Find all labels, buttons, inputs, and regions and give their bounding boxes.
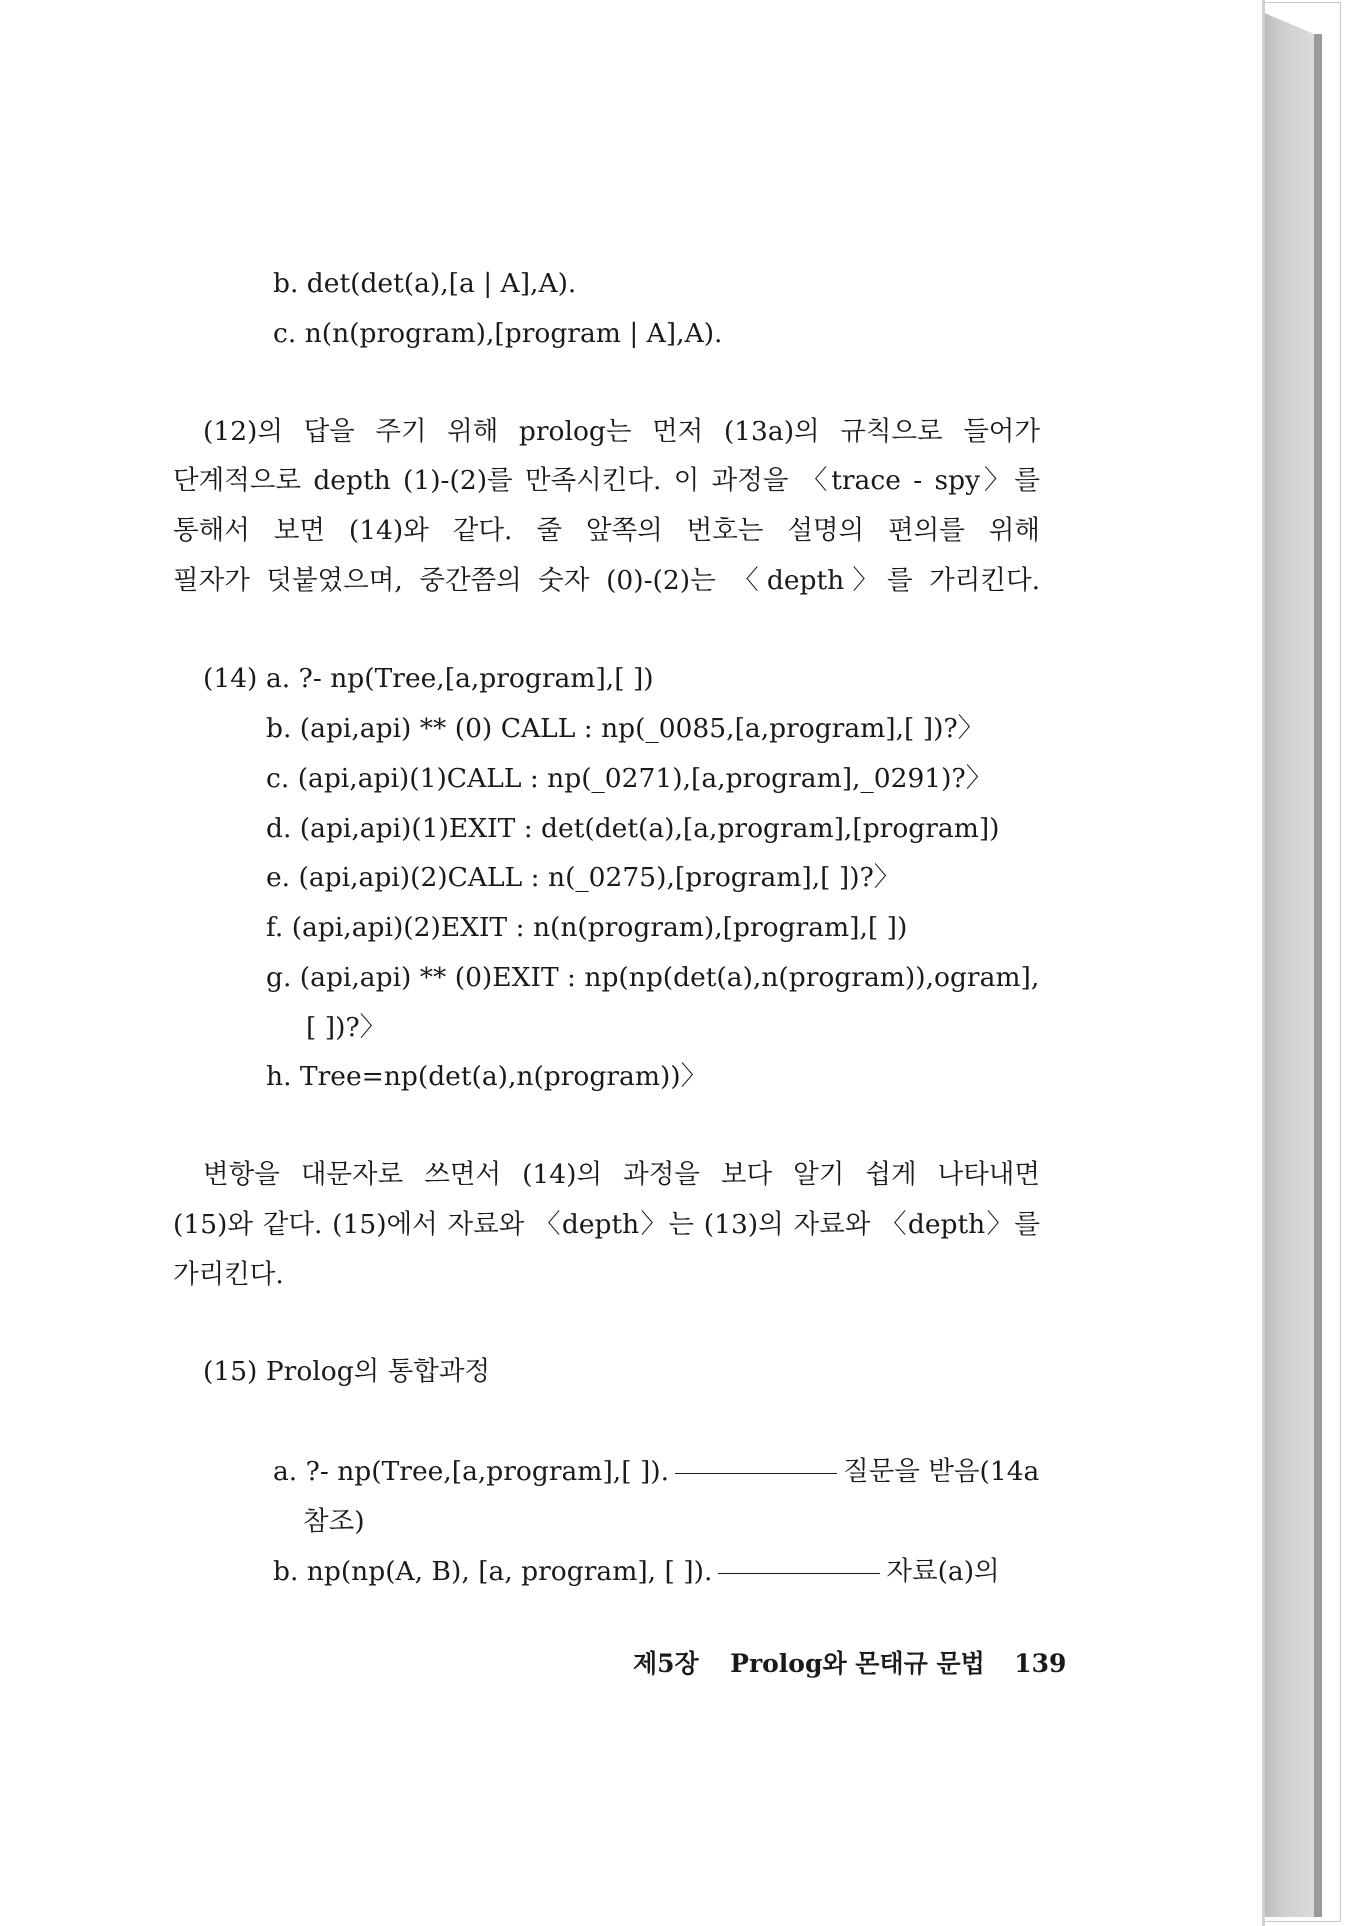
paragraph-1-line: 단계적으로 depth (1)-(2)를 만족시킨다. 이 과정을 〈trace - spy〉를 (173, 465, 1040, 496)
leader-dash (718, 1573, 880, 1574)
example-15a-note: 질문을 받음(14a (843, 1456, 1040, 1487)
example-14-line: b. (api,api) ** (0) CALL : np(_0085,[a,program],[ ])?〉 (266, 713, 985, 744)
page-number: 139 (1014, 1649, 1067, 1678)
paragraph-2-line: 변항을 대문자로 쓰면서 (14)의 과정을 보다 알기 쉽게 나타내면 (203, 1159, 1040, 1190)
example-15-title: (15) Prolog의 통합과정 (203, 1356, 491, 1387)
book-edge-shadow (1314, 34, 1322, 1917)
example-14-line: g. (api,api) ** (0)EXIT : np(np(det(a),n(program)),ogram], (266, 962, 1040, 993)
example-13c: c. n(n(program),[program | A],A). (273, 318, 723, 349)
footer-chapter: 제5장 (633, 1649, 699, 1678)
example-14-line: f. (api,api)(2)EXIT : n(n(program),[program],[ ]) (266, 912, 908, 943)
paragraph-2-line: 가리킨다. (173, 1259, 284, 1290)
example-15a-text: a. ?- np(Tree,[a,program],[ ]). (273, 1456, 670, 1487)
paragraph-2-line: (15)와 같다. (15)에서 자료와 〈depth〉는 (13)의 자료와 〈depth〉를 (173, 1209, 1040, 1240)
paragraph-1-line: 통해서 보면 (14)와 같다. 줄 앞쪽의 번호는 설명의 편의를 위해 (173, 515, 1040, 546)
example-15b-text: b. np(np(A, B), [a, program], [ ]). (273, 1556, 713, 1587)
leader-dash (675, 1473, 837, 1474)
example-14-line: c. (api,api)(1)CALL : np(_0271),[a,program],_0291)?〉 (266, 763, 993, 794)
example-14-line: [ ])?〉 (306, 1012, 387, 1043)
example-14-line: a. ?- np(Tree,[a,program],[ ]) (266, 663, 654, 694)
paragraph-1-line: (12)의 답을 주기 위해 prolog는 먼저 (13a)의 규칙으로 들어가 (203, 416, 1040, 447)
example-15b-note: 자료(a)의 (886, 1556, 1000, 1587)
footer-title: Prolog와 몬태규 문법 (730, 1649, 985, 1678)
example-15a-continuation: 참조) (303, 1506, 365, 1537)
book-page-edge (1262, 12, 1314, 1917)
example-14-line: d. (api,api)(1)EXIT : det(det(a),[a,program],[program]) (266, 813, 1000, 844)
example-13b: b. det(det(a),[a | A],A). (273, 268, 577, 299)
example-14-line: h. Tree=np(det(a),n(program))〉 (266, 1061, 708, 1092)
example-15a (273, 1455, 1039, 1489)
example-15b (273, 1555, 1000, 1589)
paragraph-1-line: 필자가 덧붙였으며, 중간쯤의 숫자 (0)-(2)는 〈depth〉를 가리킨다. (173, 565, 1040, 596)
example-14-number: (14) (203, 663, 258, 694)
example-14-line: e. (api,api)(2)CALL : n(_0275),[program],[ ])?〉 (266, 862, 901, 893)
running-footer (633, 1647, 1066, 1681)
